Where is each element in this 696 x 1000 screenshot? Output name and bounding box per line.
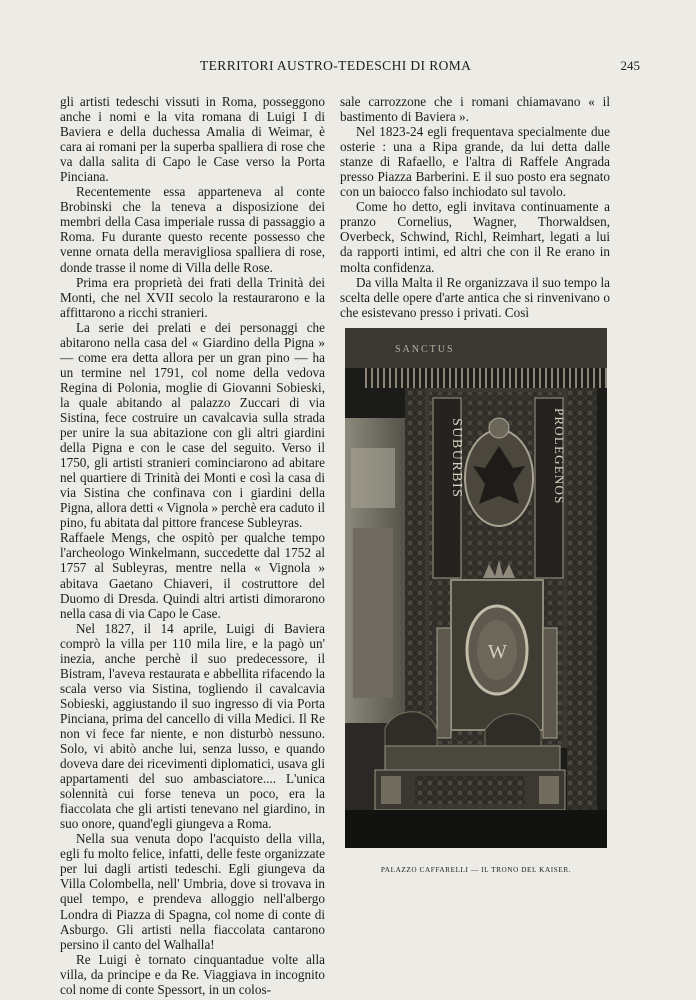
banner-right-text: PROLEGENOS	[552, 408, 567, 505]
paragraph: Nel 1827, il 14 aprile, Luigi di Baviera comprò la villa per 110 mila lire, e la pagò un' inezia, anche perchè il suo predecessore, il Bistram, l'aveva restaurata e abbellita rifacendo la scala verso via Sistina, togliendo il cavalcavia Sobieski, aggiustando il suo ingresso di via Porta Pinciana, prima del cancello di villa Medici. Il Re non vi fece far niente, e non disturbò nessuno. Solo, vi abitò anche lui, senza lusso, e quando doveva dare dei ricevimenti diplomatici, usava gli appartamenti del suo ambasciatore.... L'unica solennità cui forse teneva un poco, era la fiaccolata che gli artisti tenevano nel giardino, in suo onore, quand'egli giungeva a Roma.	[60, 620, 325, 832]
right-column	[340, 94, 610, 320]
banner-left-text: SUBURBIS	[449, 418, 464, 499]
paragraph: Re Luigi è tornato cinquantadue volte alla villa, da principe e da Re. Viaggiava in incognito col nome di conte Spessort, in un colos-	[60, 951, 325, 997]
paragraph: Recentemente essa apparteneva al conte Brobinski che la teneva a disposizione dei membri della Casa imperiale russa di passaggio a Roma. Fu durante questo recente possesso che venne ornata della meravigliosa spalliera di rose, donde trasse il nome di Villa delle Rose.	[60, 184, 325, 275]
paragraph: Come ho detto, egli invitava continuamente a pranzo Cornelius, Wagner, Thorwaldsen, Overbeck, Schwind, Richl, Reimhart, legati a lui da rapporti intimi, ed altri che con il Re erano in molta confidenza.	[340, 199, 610, 275]
paragraph: Prima era proprietà dei frati della Trinità dei Monti, che nel XVII secolo la restaurarono e la affittarono a ricchi stranieri.	[60, 274, 325, 320]
paragraph: gli artisti tedeschi vissuti in Roma, posseggono anche i nomi e la vita romana di Luigi I di Baviera e della duchessa Amalia di Weimar, è cara ai romani per la superba spalliera di rose che va dalla salita di Capo le Case verso la Porta Pinciana.	[60, 94, 325, 185]
throne-photograph	[345, 328, 607, 848]
running-header	[60, 58, 640, 78]
paragraph: Nel 1823-24 egli frequentava specialmente due osterie : una a Ripa grande, da lui detta dalle stanze di Rafaello, e l'altra di Raffele Angrada presso Piazza Barberini. E il suo posto era segnato con un baiocco falso inchiodato sul tavolo.	[340, 124, 610, 200]
throne-illustration	[345, 328, 607, 848]
paragraph: Raffaele Mengs, che ospitò per qualche tempo l'archeologo Winkelmann, succedette dal 1752 al 1757 al Subleyras, mentre nella « Vignola » abitava Gaetano Chiaveri, il costruttore del Duomo di Dresda. Quindi altri artisti dimorarono nella casa di via Capo le Case.	[60, 530, 325, 621]
paragraph: Nella sua venuta dopo l'acquisto della villa, egli fu molto felice, infatti, delle feste organizzate per lui dagli artisti tedeschi. Egli giungeva da Villa Colombella, nell' Umbria, dove si trovava in quel tempo, e prendeva alloggio nell'albergo Londra di Piazza di Spagna, col nome di conte di Asburgo. Gli artisti nella fiaccolata cantarono persino il canto del Walhalla!	[60, 831, 325, 952]
page-number: 245	[620, 58, 640, 73]
paragraph: La serie dei prelati e dei personaggi che abitarono nella casa del « Giardino della Pigna » — come era detta allora per un gran pino — ha un termine nel 1791, col nome della vedova Regina di Polonia, moglie di Giovanni Sobieski, la quale abitando al palazzo Zuccari di via Sistina, fece costruire un cavalcavia sulla strada per unire la sua abitazione con gli altri giardini della Pigna e con le case del seguito. Verso il 1750, gli artisti stranieri cominciarono ad abitare nel quartiere di Trinità dei Monti e così la casa di via Sistina che confinava con i giardini della Pigna, allora detti « Vignola » perchè era caduto il pino, fu abitata dal pittore francese Subleyras.	[60, 319, 325, 531]
running-title: TERRITORI AUSTRO-TEDESCHI DI ROMA	[200, 58, 472, 73]
paragraph: Da villa Malta il Re organizzava il suo tempo la scelta delle opere d'arte antica che si rinvenivano o che esistevano presso i privati. Così	[340, 274, 610, 320]
monogram: W	[488, 641, 507, 663]
paragraph: sale carrozzone che i romani chiamavano « il bastimento di Baviera ».	[340, 94, 610, 125]
canopy-inscription: SANCTUS	[395, 344, 455, 355]
left-column	[60, 94, 325, 997]
figure-caption: PALAZZO CAFFARELLI — IL TRONO DEL KAISER.	[380, 866, 572, 874]
